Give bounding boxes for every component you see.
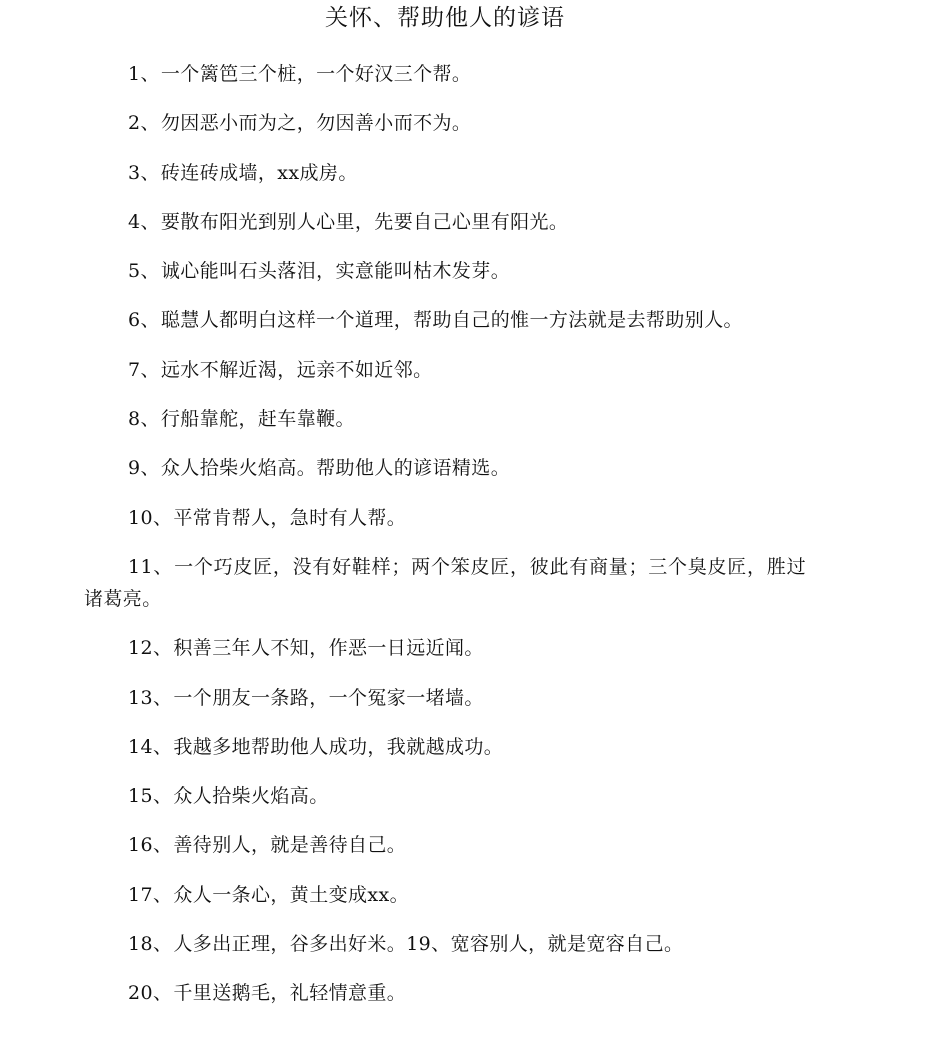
item-text: 行船靠舵，赶车靠鞭。 (160, 408, 355, 431)
document-title: 关怀、帮助他人的谚语 (325, 5, 565, 31)
item-number: 2、 (128, 112, 160, 135)
item-text: 聪慧人都明白这样一个道理，帮助自己的惟一方法就是去帮助别人。 (160, 309, 743, 332)
list-item (84, 879, 806, 911)
list-item (84, 632, 806, 664)
item-number: 18、 (128, 933, 173, 956)
item-text: 一个巧皮匠，没有好鞋样；两个笨皮匠，彼此有商量；三个臭皮匠，胜过诸葛亮。 (84, 555, 806, 610)
item-text: 远水不解近渴，远亲不如近邻。 (160, 358, 433, 381)
item-number: 1、 (128, 63, 160, 85)
item-number: 15、 (128, 785, 173, 808)
item-number: 9、 (128, 457, 160, 480)
list-item (84, 354, 806, 386)
item-number: 4、 (128, 210, 160, 233)
item-number: 7、 (128, 358, 160, 381)
list-item (84, 682, 806, 714)
item-number: 13、 (128, 686, 173, 709)
item-number: 11、 (128, 555, 174, 578)
item-text: 一个朋友一条路，一个冤家一堵墙。 (173, 686, 484, 709)
item-number: 3、 (128, 161, 160, 184)
list-item (84, 928, 806, 960)
list-item (84, 403, 806, 435)
item-text: 众人拾柴火焰高。帮助他人的谚语精选。 (160, 457, 511, 480)
item-number: 17、 (128, 883, 173, 906)
list-item (84, 107, 806, 139)
list-item (84, 157, 806, 189)
list-item (84, 977, 806, 1009)
proverb-list (84, 58, 806, 1027)
item-text: 我越多地帮助他人成功，我就越成功。 (173, 735, 504, 758)
list-item (84, 452, 806, 484)
item-text: 勿因恶小而为之，勿因善小而不为。 (160, 112, 472, 135)
list-item (84, 551, 806, 615)
item-number: 14、 (128, 735, 173, 758)
list-item (84, 829, 806, 861)
item-text: 积善三年人不知，作恶一日远近闻。 (173, 637, 484, 660)
list-item (84, 780, 806, 812)
item-text: 众人拾柴火焰高。 (173, 785, 329, 808)
item-text: 平常肯帮人，急时有人帮。 (173, 506, 407, 529)
list-item (84, 731, 806, 763)
item-text: 要散布阳光到别人心里，先要自己心里有阳光。 (160, 210, 569, 233)
item-number: 16、 (128, 834, 173, 857)
item-number: 6、 (128, 309, 160, 332)
list-item (84, 206, 806, 238)
list-item (84, 502, 806, 534)
item-text: 砖连砖成墙，xx成房。 (160, 161, 358, 184)
item-number: 10、 (128, 506, 173, 529)
item-text: 人多出正理，谷多出好米。19、宽容别人，就是宽容自己。 (173, 933, 684, 956)
item-number: 5、 (128, 260, 160, 283)
item-text: 诚心能叫石头落泪，实意能叫枯木发芽。 (160, 260, 511, 283)
list-item (84, 58, 806, 90)
item-number: 8、 (128, 408, 160, 431)
item-text: 善待别人，就是善待自己。 (173, 834, 407, 857)
item-number: 20、 (128, 982, 173, 1005)
item-number: 12、 (128, 637, 173, 660)
list-item (84, 304, 806, 336)
item-text: 众人一条心，黄土变成xx。 (173, 883, 410, 906)
list-item (84, 255, 806, 287)
item-text: 一个篱笆三个桩，一个好汉三个帮。 (160, 63, 472, 85)
item-text: 千里送鹅毛，礼轻情意重。 (173, 982, 407, 1005)
